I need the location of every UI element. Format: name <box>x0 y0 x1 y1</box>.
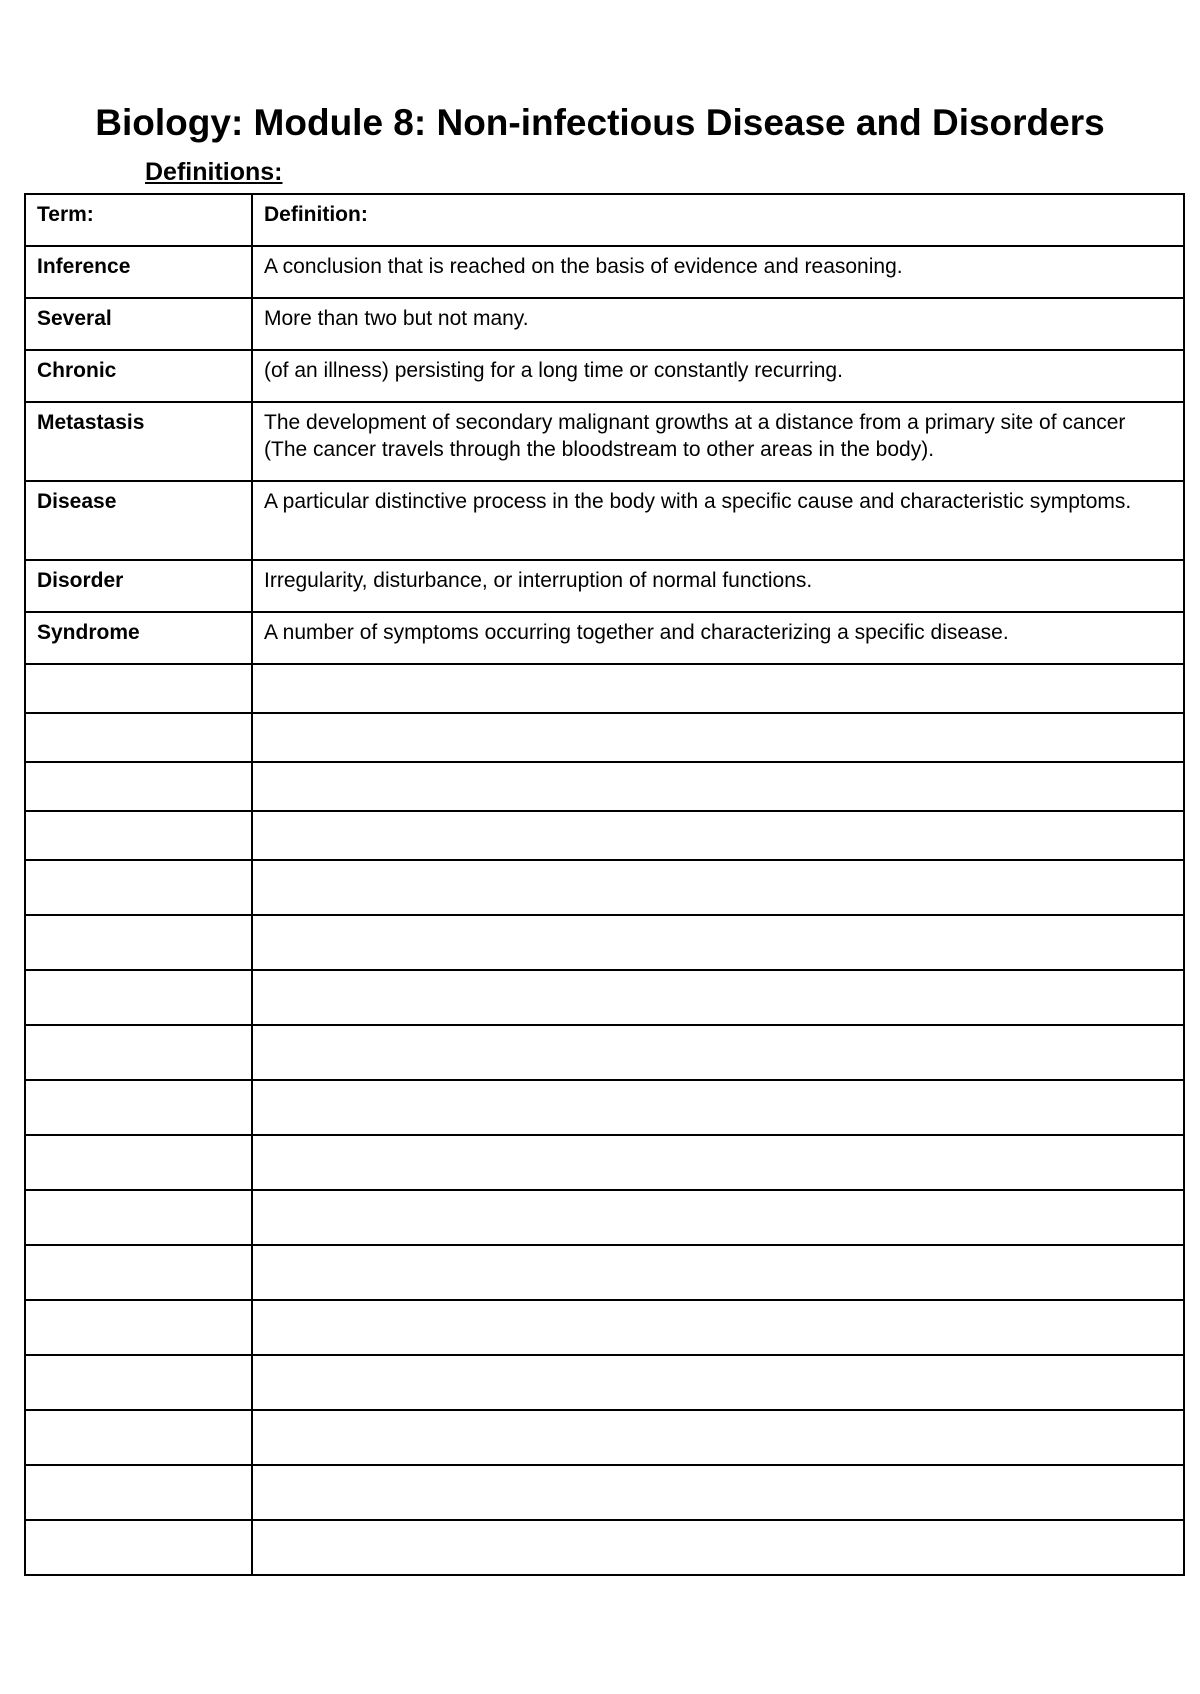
blank-definition-cell <box>252 1245 1184 1300</box>
blank-definition-cell <box>252 1135 1184 1190</box>
definition-cell: Irregularity, disturbance, or interruption of normal functions. <box>252 560 1184 612</box>
definition-cell: More than two but not many. <box>252 298 1184 350</box>
blank-term-cell <box>25 1245 252 1300</box>
blank-term-cell <box>25 1300 252 1355</box>
definition-cell: (of an illness) persisting for a long time or constantly recurring. <box>252 350 1184 402</box>
term-cell: Disorder <box>25 560 252 612</box>
section-heading: Definitions: <box>145 158 283 186</box>
table-header-row <box>25 194 1184 246</box>
definition-header: Definition: <box>252 194 1184 246</box>
blank-row <box>25 1465 1184 1520</box>
blank-definition-cell <box>252 1520 1184 1575</box>
blank-row <box>25 811 1184 860</box>
blank-term-cell <box>25 1355 252 1410</box>
blank-row <box>25 762 1184 811</box>
blank-definition-cell <box>252 1080 1184 1135</box>
blank-definition-cell <box>252 664 1184 713</box>
definition-cell: A particular distinctive process in the body with a specific cause and characteristic symptoms. <box>252 481 1184 560</box>
table-row <box>25 298 1184 350</box>
blank-row <box>25 1520 1184 1575</box>
blank-term-cell <box>25 1025 252 1080</box>
blank-term-cell <box>25 860 252 915</box>
blank-definition-cell <box>252 970 1184 1025</box>
blank-term-cell <box>25 1465 252 1520</box>
page-title: Biology: Module 8: Non-infectious Disease and Disorders <box>95 102 1105 143</box>
blank-definition-cell <box>252 1190 1184 1245</box>
blank-definition-cell <box>252 1025 1184 1080</box>
table-row <box>25 350 1184 402</box>
definition-cell: The development of secondary malignant growths at a distance from a primary site of cancer (The cancer travels through the bloodstream to other areas in the body). <box>252 402 1184 481</box>
blank-term-cell <box>25 915 252 970</box>
blank-term-cell <box>25 811 252 860</box>
blank-definition-cell <box>252 1300 1184 1355</box>
definition-cell: A conclusion that is reached on the basis of evidence and reasoning. <box>252 246 1184 298</box>
blank-term-cell <box>25 762 252 811</box>
blank-row <box>25 860 1184 915</box>
blank-definition-cell <box>252 1355 1184 1410</box>
blank-definition-cell <box>252 811 1184 860</box>
blank-term-cell <box>25 1190 252 1245</box>
term-cell: Disease <box>25 481 252 560</box>
blank-row <box>25 915 1184 970</box>
blank-term-cell <box>25 1080 252 1135</box>
blank-term-cell <box>25 1520 252 1575</box>
definitions-table <box>24 193 1185 1576</box>
table-row <box>25 481 1184 560</box>
term-cell: Chronic <box>25 350 252 402</box>
term-cell: Syndrome <box>25 612 252 664</box>
blank-term-cell <box>25 1135 252 1190</box>
blank-definition-cell <box>252 762 1184 811</box>
term-cell: Inference <box>25 246 252 298</box>
table-row <box>25 246 1184 298</box>
definitions-table-body <box>25 194 1184 1575</box>
table-row <box>25 612 1184 664</box>
blank-definition-cell <box>252 713 1184 762</box>
blank-definition-cell <box>252 1465 1184 1520</box>
blank-row <box>25 664 1184 713</box>
blank-term-cell <box>25 713 252 762</box>
table-row <box>25 402 1184 481</box>
blank-definition-cell <box>252 915 1184 970</box>
blank-term-cell <box>25 970 252 1025</box>
blank-row <box>25 1300 1184 1355</box>
table-row <box>25 560 1184 612</box>
blank-row <box>25 1080 1184 1135</box>
blank-term-cell <box>25 664 252 713</box>
blank-definition-cell <box>252 860 1184 915</box>
definition-cell: A number of symptoms occurring together and characterizing a specific disease. <box>252 612 1184 664</box>
blank-row <box>25 1355 1184 1410</box>
term-header: Term: <box>25 194 252 246</box>
blank-row <box>25 1025 1184 1080</box>
blank-row <box>25 1245 1184 1300</box>
blank-definition-cell <box>252 1410 1184 1465</box>
blank-row <box>25 1410 1184 1465</box>
blank-row <box>25 1190 1184 1245</box>
term-cell: Metastasis <box>25 402 252 481</box>
blank-row <box>25 970 1184 1025</box>
blank-term-cell <box>25 1410 252 1465</box>
blank-row <box>25 1135 1184 1190</box>
term-cell: Several <box>25 298 252 350</box>
blank-row <box>25 713 1184 762</box>
